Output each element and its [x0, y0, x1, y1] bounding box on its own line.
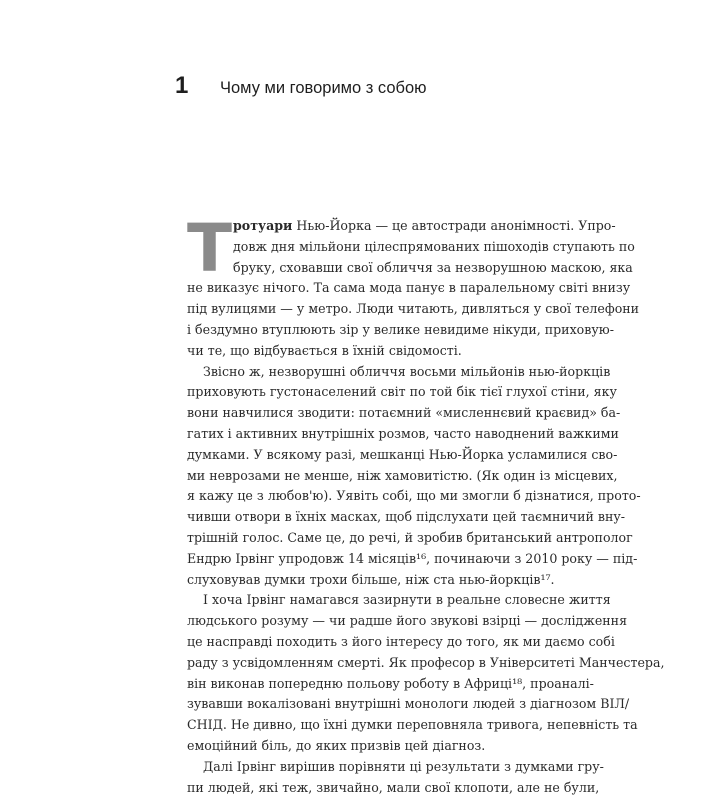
text-line: він виконав попередню польову роботу в Африці¹⁸, проаналі-: [187, 675, 594, 691]
text-line: І хоча Ірвінг намагався зазирнути в реальне словесне життя: [203, 592, 611, 608]
text-line: Ендрю Ірвінг упродовж 14 місяців¹⁶, починаючи з 2010 року — під-: [187, 550, 638, 566]
text-line: це насправді походить з його інтересу до того, як ми даємо собі: [187, 633, 615, 649]
text-line: Звісно ж, незворушні обличчя восьми мільйонів нью-йоркців: [203, 363, 611, 379]
text-line: приховують густонаселений світ по той бік тієї глухої стіни, яку: [187, 384, 617, 400]
text-line: [187, 216, 616, 237]
text-line: людського розуму — чи радше його звукові взірці — дослідження: [187, 613, 628, 629]
text-line: трішній голос. Саме це, до речі, й зробив британський антрополог: [187, 529, 633, 545]
text-line: ми неврозами не менше, ніж хамовитістю. (Як один із місцевих,: [187, 467, 618, 483]
text-line: не виказує нічого. Та сама мода панує в паралельному світі внизу: [187, 280, 631, 296]
text-line: думками. У всякому разі, мешканці Нью-Йорка усламилися сво-: [187, 446, 618, 462]
chapter-number: 1: [175, 72, 189, 99]
text-line: гатих і активних внутрішніх розмов, часто наводнений важкими: [187, 425, 619, 441]
text-line: слуховував думки трохи більше, ніж ста нью-йоркців¹⁷.: [187, 571, 555, 587]
text-line: Далі Ірвінг вирішив порівняти ці результати з думками гру-: [203, 758, 604, 774]
text-line-content: Нью-Йорка — це автостради анонімності. Упро-: [292, 218, 616, 233]
text-line: зувавши вокалізовані внутрішні монологи людей з діагнозом ВІЛ/: [187, 696, 630, 712]
text-line: раду з усвідомленням смерті. Як професор в Університеті Манчестера,: [187, 654, 665, 670]
text-line: бруку, сховавши свої обличчя за незворушною маскою, яка: [233, 259, 633, 275]
text-line: я кажу це з любов'ю). Уявіть собі, що ми змогли б дізнатися, прото-: [187, 488, 641, 504]
text-line: емоційний біль, до яких призвів цей діагноз.: [187, 737, 486, 753]
text-line: довж дня мільйони цілеспрямованих пішоходів ступають по: [233, 238, 635, 254]
lead-word: ротуари: [233, 218, 293, 233]
text-line: пи людей, які теж, звичайно, мали свої клопоти, але не були,: [187, 779, 600, 795]
text-line: чи те, що відбувається в їхній свідомості.: [187, 342, 462, 358]
text-line: чивши отвори в їхніх масках, щоб підслухати цей таємничий вну-: [187, 509, 626, 525]
drop-cap: Т: [187, 210, 233, 287]
text-line: і бездумно втуплюють зір у велике невидиме нікуди, приховую-: [187, 321, 614, 337]
text-line: під вулицями — у метро. Люди читають, дивляться у свої телефони: [187, 301, 640, 317]
text-line: СНІД. Не дивно, що їхні думки переповняла тривога, непевність та: [187, 717, 638, 733]
text-line: вони навчилися зводити: потаємний «мисленнєвий краєвид» ба-: [187, 405, 621, 421]
chapter-title: Чому ми говоримо з собою: [220, 79, 427, 97]
chapter-heading: [175, 72, 427, 100]
body-text: [187, 210, 665, 798]
